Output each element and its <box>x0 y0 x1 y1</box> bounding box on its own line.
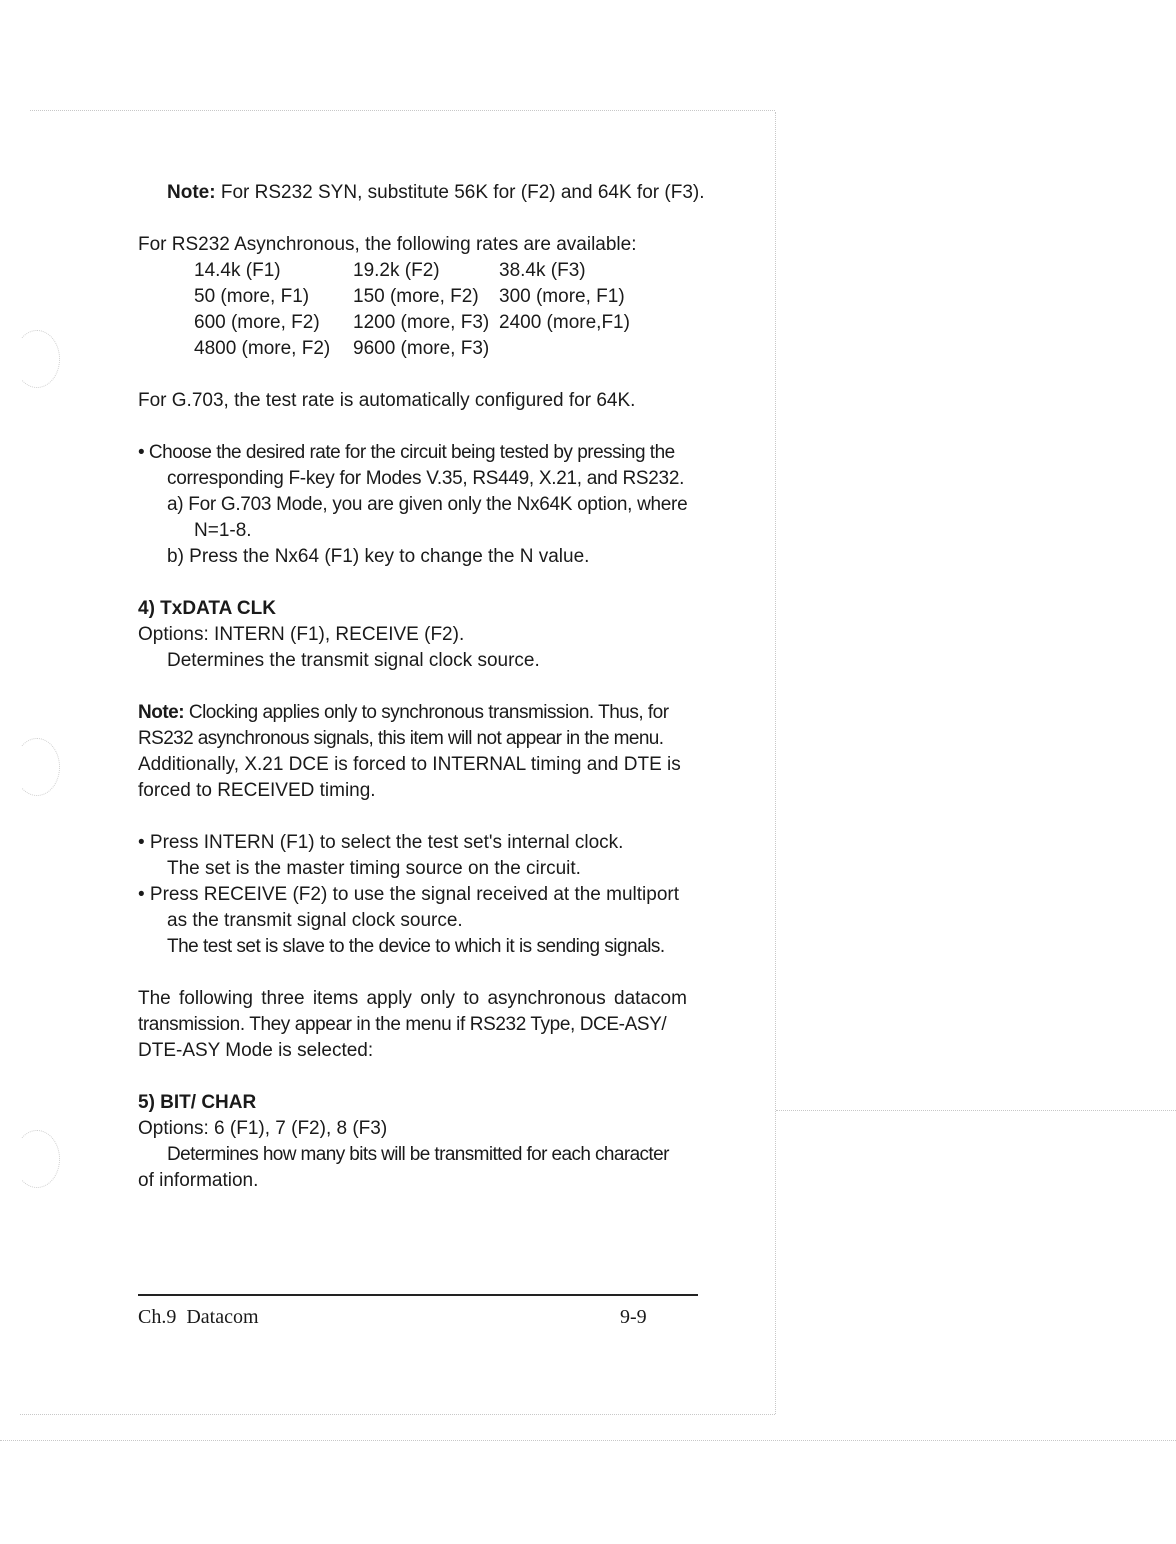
bit-char-description-cont: of information. <box>138 1170 259 1191</box>
note-rs232-syn <box>167 180 705 206</box>
receive-bullet-cont: as the transmit signal clock source. <box>167 910 463 931</box>
scan-edge-bottom <box>20 1414 775 1415</box>
intern-bullet-cont: The set is the master timing source on the circuit. <box>167 858 581 879</box>
receive-bullet: • Press RECEIVE (F2) to use the signal received at the multiport <box>138 884 679 905</box>
section-heading-bit-char: 5) BIT/ CHAR <box>138 1092 257 1113</box>
rate-cell: 1200 (more, F3) <box>353 312 490 333</box>
txdata-description: Determines the transmit signal clock source. <box>167 650 540 671</box>
choose-rate-bullet: • Choose the desired rate for the circuit being tested by pressing the <box>138 442 675 463</box>
footer-page-number: 9-9 <box>620 1306 647 1328</box>
rate-cell: 50 (more, F1) <box>194 286 310 307</box>
note-text: For RS232 SYN, substitute 56K for (F2) and 64K for (F3). <box>220 182 705 203</box>
receive-bullet-cont: The test set is slave to the device to which it is sending signals. <box>167 936 665 957</box>
intern-bullet: • Press INTERN (F1) to select the test set's internal clock. <box>138 832 624 853</box>
g703-option-a: a) For G.703 Mode, you are given only the Nx64K option, where <box>167 494 688 515</box>
footer-rule <box>138 1294 698 1296</box>
punch-hole-bottom <box>14 1130 60 1188</box>
clocking-note-line: RS232 asynchronous signals, this item will not appear in the menu. <box>138 728 664 749</box>
txdata-options: Options: INTERN (F1), RECEIVE (F2). <box>138 624 465 645</box>
note-label: Note: <box>138 702 185 723</box>
async-intro: For RS232 Asynchronous, the following rates are available: <box>138 234 637 255</box>
async-items-paragraph: DTE-ASY Mode is selected: <box>138 1040 374 1061</box>
rate-cell: 2400 (more,F1) <box>499 312 630 333</box>
nx64-option-b: b) Press the Nx64 (F1) key to change the N value. <box>167 546 590 567</box>
note-text: Clocking applies only to synchronous transmission. Thus, for <box>188 702 669 723</box>
g703-rate-text: For G.703, the test rate is automatically configured for 64K. <box>138 390 636 411</box>
punch-hole-middle <box>14 738 60 796</box>
rate-cell: 9600 (more, F3) <box>353 338 490 359</box>
rate-cell: 19.2k (F2) <box>353 260 440 281</box>
clocking-note <box>138 700 669 726</box>
bit-char-description: Determines how many bits will be transmitted for each character <box>167 1144 669 1165</box>
g703-option-a-cont: N=1-8. <box>194 520 252 541</box>
note-label: Note: <box>167 182 216 203</box>
clocking-note-line: forced to RECEIVED timing. <box>138 780 376 801</box>
scan-edge-far-bottom <box>0 1440 1176 1441</box>
bit-char-options: Options: 6 (F1), 7 (F2), 8 (F3) <box>138 1118 388 1139</box>
rate-cell: 14.4k (F1) <box>194 260 281 281</box>
section-heading-txdata-clk: 4) TxDATA CLK <box>138 598 276 619</box>
async-items-paragraph: transmission. They appear in the menu if RS232 Type, DCE-ASY/ <box>138 1014 667 1035</box>
punch-hole-top <box>14 330 60 388</box>
scan-edge-right <box>775 112 776 1414</box>
rate-cell: 600 (more, F2) <box>194 312 320 333</box>
scan-edge-mid-right <box>776 1110 1176 1111</box>
rate-cell: 300 (more, F1) <box>499 286 625 307</box>
rate-cell: 38.4k (F3) <box>499 260 586 281</box>
clocking-note-line: Additionally, X.21 DCE is forced to INTERNAL timing and DTE is <box>138 754 681 775</box>
choose-rate-bullet-cont: corresponding F-key for Modes V.35, RS449, X.21, and RS232. <box>167 468 685 489</box>
rate-cell: 150 (more, F2) <box>353 286 479 307</box>
scan-edge-top <box>30 110 775 111</box>
rate-cell: 4800 (more, F2) <box>194 338 331 359</box>
footer-chapter: Ch.9 Datacom <box>138 1306 259 1328</box>
async-items-paragraph: The following three items apply only to asynchronous datacom <box>138 988 687 1009</box>
